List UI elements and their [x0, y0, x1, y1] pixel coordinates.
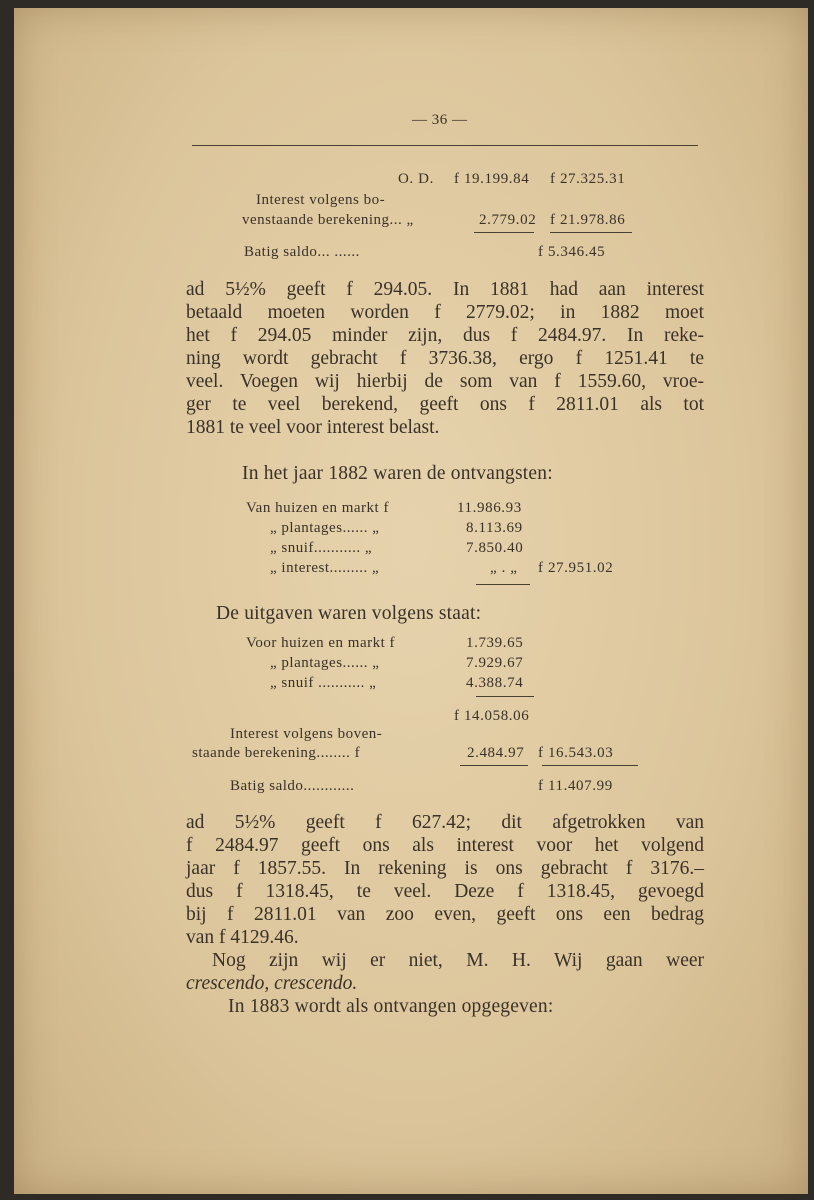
rule	[460, 765, 528, 766]
paragraph-2	[186, 811, 704, 949]
text-line: 1881 te veel voor interest belast.	[186, 417, 440, 438]
text-line: f 2484.97 geeft ons als interest voor het volgend	[186, 835, 704, 856]
od-value-2: f 27.325.31	[550, 171, 626, 187]
page-number: — 36 —	[412, 112, 468, 128]
rule	[474, 232, 534, 233]
text-line: veel. Voegen wij hierbij de som van f 1559.60, vroe-	[186, 371, 704, 392]
rule	[476, 696, 534, 697]
interest-value-1: 2.779.02	[479, 212, 537, 228]
text-line: betaald moeten worden f 2779.02; in 1882 moet	[186, 302, 704, 323]
interest2-label-1: Interest volgens boven-	[230, 726, 383, 742]
text-line: het f 294.05 minder zijn, dus f 2484.97. In reke-	[186, 325, 704, 346]
ontvangst-value: „ . „	[490, 560, 518, 576]
text-line: ad 5½% geeft f 627.42; dit afgetrokken van	[186, 812, 704, 833]
interest2-value-1: 2.484.97	[467, 745, 525, 761]
uitgave-label: Voor huizen en markt f	[246, 635, 396, 651]
rule	[550, 232, 632, 233]
paragraph-3	[186, 949, 704, 995]
text-line: Nog zijn wij er niet, M. H. Wij gaan weer	[212, 950, 704, 971]
heading-1882: In het jaar 1882 waren de ontvangsten:	[242, 463, 553, 484]
ontvangst-label: „ interest......... „	[270, 560, 380, 576]
uitgaven-subtotal: f 14.058.06	[454, 708, 530, 724]
text-line: ning wordt gebracht f 3736.38, ergo f 1251.41 te	[186, 348, 704, 369]
text-line: ad 5½% geeft f 294.05. In 1881 had aan interest	[186, 279, 704, 300]
uitgave-value: 7.929.67	[466, 655, 524, 671]
rule	[542, 765, 638, 766]
header-rule	[192, 145, 698, 146]
interest-label-1: Interest volgens bo-	[256, 192, 386, 208]
saldo-value: f 5.346.45	[538, 244, 606, 260]
uitgave-label: „ plantages...... „	[270, 655, 380, 671]
ontvangst-label: Van huizen en markt f	[246, 500, 389, 516]
od-label: O. D.	[398, 171, 434, 187]
od-value-1: f 19.199.84	[454, 171, 530, 187]
italic-text: crescendo, crescendo.	[186, 973, 358, 994]
rule	[476, 584, 530, 585]
interest2-value-2: f 16.543.03	[538, 745, 614, 761]
ontvangst-value: 7.850.40	[466, 540, 524, 556]
saldo-label: Batig saldo... ......	[244, 244, 360, 260]
interest2-label-2: staande berekening........ f	[192, 745, 361, 761]
interest-label-2: venstaande berekening... „	[242, 212, 414, 228]
interest-value-2: f 21.978.86	[550, 212, 626, 228]
saldo2-value: f 11.407.99	[538, 778, 613, 794]
ontvangst-value: 8.113.69	[466, 520, 523, 536]
text-line: jaar f 1857.55. In rekening is ons gebracht f 3176.–	[186, 858, 704, 879]
ontvangsten-total: f 27.951.02	[538, 560, 614, 576]
text-line-italic	[186, 972, 704, 995]
text-line: van f 4129.46.	[186, 927, 299, 948]
text-line: bij f 2811.01 van zoo even, geeft ons een bedrag	[186, 904, 704, 925]
paragraph-4: In 1883 wordt als ontvangen opgegeven:	[228, 996, 554, 1017]
ontvangst-label: „ snuif........... „	[270, 540, 373, 556]
ontvangst-value: 11.986.93	[457, 500, 522, 516]
ontvangst-label: „ plantages...... „	[270, 520, 380, 536]
book-page	[14, 8, 808, 1194]
uitgave-label: „ snuif ........... „	[270, 675, 377, 691]
text-line: dus f 1318.45, te veel. Deze f 1318.45, gevoegd	[186, 881, 704, 902]
text-line: ger te veel berekend, geeft ons f 2811.01 als tot	[186, 394, 704, 415]
saldo2-label: Batig saldo............	[230, 778, 355, 794]
heading-uitgaven: De uitgaven waren volgens staat:	[216, 603, 482, 624]
uitgave-value: 4.388.74	[466, 675, 524, 691]
paragraph-1	[186, 278, 704, 439]
uitgave-value: 1.739.65	[466, 635, 524, 651]
